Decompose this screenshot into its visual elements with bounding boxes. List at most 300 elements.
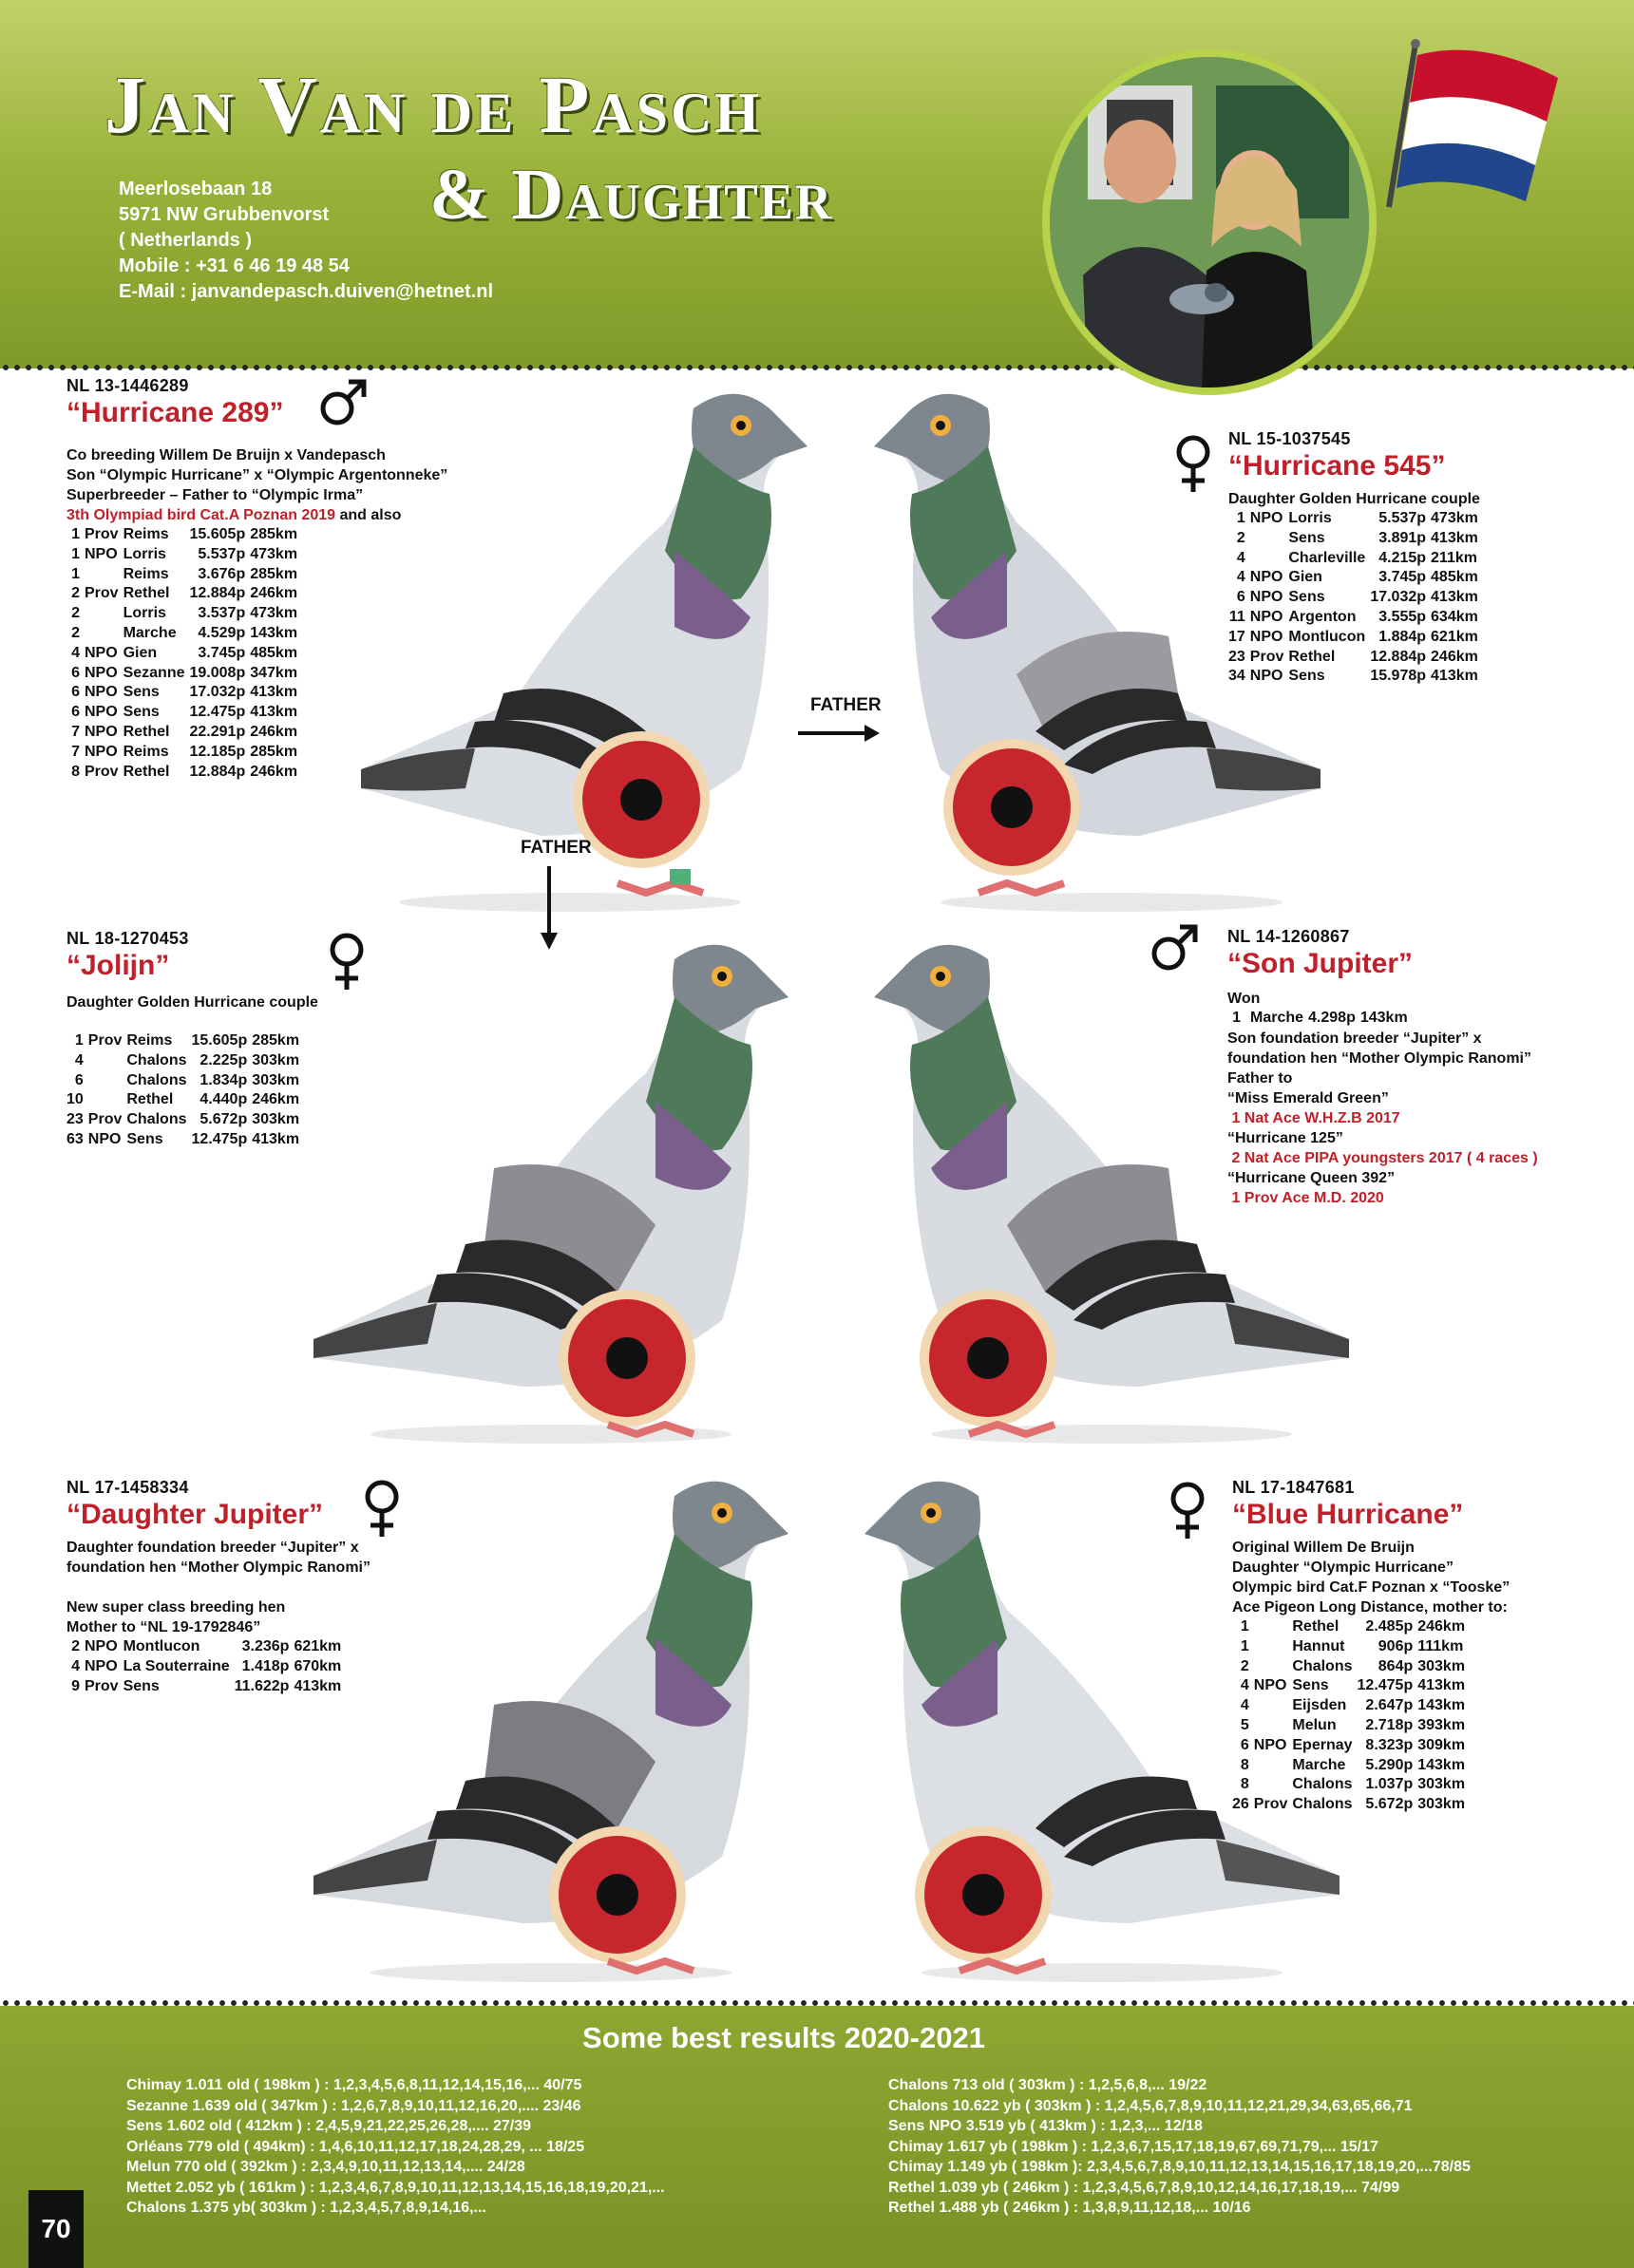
result-distance: 143km bbox=[1417, 1697, 1466, 1714]
result-level bbox=[1250, 549, 1289, 569]
result-row bbox=[66, 1110, 304, 1130]
result-row bbox=[1232, 1716, 1470, 1736]
result-line: Sens NPO 3.519 yb ( 413km ) : 1,2,3,... 12/18 bbox=[888, 2118, 1203, 2134]
bird-name: “Hurricane 289” bbox=[66, 397, 284, 428]
description-line: Daughter foundation breeder “Jupiter” x bbox=[66, 1540, 359, 1556]
bird-block-blue-hurricane bbox=[1232, 1478, 1510, 1815]
result-distance: 347km bbox=[250, 664, 298, 681]
result-line: Rethel 1.488 yb ( 246km ) : 1,3,8,9,11,12,18,... 10/16 bbox=[888, 2200, 1251, 2216]
result-race: Rethel bbox=[126, 1091, 174, 1108]
results-table bbox=[66, 1031, 304, 1150]
result-row bbox=[1232, 1676, 1470, 1696]
bird-description bbox=[1228, 489, 1483, 509]
result-position: 7 bbox=[71, 743, 80, 760]
result-level bbox=[88, 1051, 127, 1071]
result-distance: 413km bbox=[252, 1130, 300, 1147]
result-row bbox=[66, 604, 302, 624]
result-race: Epernay bbox=[1292, 1736, 1353, 1753]
result-birds: 3.745p bbox=[1378, 569, 1427, 586]
result-row bbox=[1232, 1657, 1470, 1677]
bird-name: “Jolijn” bbox=[66, 950, 170, 981]
result-race: Gien bbox=[1288, 569, 1322, 586]
result-position: 8 bbox=[1240, 1776, 1249, 1793]
result-line: Chalons 1.375 yb( 303km ) : 1,2,3,4,5,7,8,9,14,16,... bbox=[126, 2200, 486, 2216]
result-position: 2 bbox=[71, 605, 80, 622]
results-table bbox=[66, 1637, 346, 1696]
result-race: Melun bbox=[1292, 1716, 1337, 1733]
description-line: “Miss Emerald Green” bbox=[1227, 1089, 1389, 1106]
results-table bbox=[1227, 1009, 1413, 1029]
bird-name: “Son Jupiter” bbox=[1227, 948, 1414, 979]
result-race: Marche bbox=[1292, 1756, 1346, 1773]
result-level: NPO bbox=[1253, 1736, 1287, 1753]
father-arrow-label-right: FATHER bbox=[810, 695, 882, 715]
description-line: “Hurricane Queen 392” bbox=[1227, 1169, 1396, 1186]
result-position: 6 bbox=[71, 664, 80, 681]
result-birds: 5.672p bbox=[1365, 1796, 1414, 1813]
bird-description bbox=[1232, 1538, 1510, 1617]
result-level: NPO bbox=[85, 704, 118, 721]
result-birds: 11.622p bbox=[234, 1677, 290, 1694]
result-birds: 3.555p bbox=[1378, 608, 1427, 625]
result-distance: 285km bbox=[250, 565, 298, 582]
result-position: 1 bbox=[1232, 1010, 1241, 1026]
result-level: NPO bbox=[85, 545, 118, 562]
result-distance: 303km bbox=[252, 1071, 300, 1088]
bird-description bbox=[1227, 1029, 1538, 1208]
result-level: Prov bbox=[87, 1111, 123, 1128]
result-row bbox=[66, 763, 302, 783]
result-race: Rethel bbox=[1292, 1618, 1340, 1635]
result-row bbox=[1228, 529, 1483, 549]
result-position: 1 bbox=[71, 565, 80, 582]
result-race: Chalons bbox=[1292, 1657, 1353, 1674]
result-distance: 413km bbox=[1431, 589, 1478, 606]
result-distance: 143km bbox=[1417, 1756, 1466, 1773]
result-race: Sens bbox=[123, 704, 160, 721]
result-distance: 303km bbox=[252, 1051, 300, 1068]
result-race: Eijsden bbox=[1292, 1697, 1347, 1714]
contact-address bbox=[119, 177, 493, 305]
result-position: 2 bbox=[71, 624, 80, 641]
result-distance: 246km bbox=[250, 763, 298, 780]
description-line: “Hurricane 125” bbox=[1227, 1129, 1343, 1146]
bird-description bbox=[66, 445, 447, 525]
result-position: 6 bbox=[1240, 1736, 1249, 1753]
result-line: Chimay 1.149 yb ( 198km ): 2,3,4,5,6,7,8,9,10,11,12,13,14,15,16,17,18,19,20,...78/85 bbox=[888, 2159, 1471, 2175]
result-position: 4 bbox=[1236, 549, 1245, 566]
result-position: 6 bbox=[71, 684, 80, 701]
description-line: Daughter Golden Hurricane couple bbox=[1228, 491, 1480, 507]
result-level bbox=[1254, 1617, 1293, 1637]
result-race: Rethel bbox=[123, 763, 170, 780]
result-row bbox=[66, 1090, 304, 1110]
result-row bbox=[66, 664, 302, 684]
result-line: Mettet 2.052 yb ( 161km ) : 1,2,3,4,6,7,8,9,10,11,12,13,14,15,16,18,19,20,21,... bbox=[126, 2179, 665, 2196]
result-position: 6 bbox=[74, 1071, 84, 1088]
result-birds: 8.323p bbox=[1365, 1736, 1414, 1753]
title-line-2: & Daughter bbox=[429, 155, 834, 235]
result-birds: 17.032p bbox=[1370, 589, 1427, 606]
result-line: Melun 770 old ( 392km ) : 2,3,4,9,10,11,12,13,14,.... 24/28 bbox=[126, 2159, 525, 2175]
result-position: 1 bbox=[1240, 1637, 1249, 1654]
result-birds: 1.884p bbox=[1378, 628, 1427, 645]
result-line: Chalons 10.622 yb ( 303km ) : 1,2,4,5,6,7,8,9,10,11,12,21,29,34,63,65,66,71 bbox=[888, 2097, 1413, 2114]
description-line: Superbreeder – Father to “Olympic Irma” bbox=[66, 487, 364, 503]
result-race: Rethel bbox=[123, 723, 170, 740]
result-distance: 285km bbox=[252, 1032, 300, 1049]
result-birds: 2.485p bbox=[1365, 1618, 1414, 1635]
result-level bbox=[1254, 1775, 1293, 1795]
result-distance: 393km bbox=[1417, 1716, 1466, 1733]
description-line: Father to bbox=[1227, 1069, 1293, 1087]
bird-ring-number: NL 17-1847681 bbox=[1232, 1478, 1355, 1497]
result-line: Orléans 779 old ( 494km) : 1,4,6,10,11,12,17,18,24,28,29, ... 18/25 bbox=[126, 2138, 585, 2155]
result-distance: 143km bbox=[250, 624, 298, 641]
olympiad-note: 3th Olympiad bird Cat.A Poznan 2019 bbox=[66, 507, 336, 523]
result-birds: 12.475p bbox=[191, 1130, 248, 1147]
address-email: E-Mail : janvandepasch.duiven@hetnet.nl bbox=[119, 281, 494, 302]
bird-block-hurricane-545 bbox=[1228, 429, 1483, 687]
result-level: Prov bbox=[85, 1677, 119, 1694]
result-level: NPO bbox=[1249, 589, 1283, 606]
result-distance: 413km bbox=[1431, 668, 1478, 685]
dotted-divider-top bbox=[0, 363, 1634, 372]
page-number: 70 bbox=[28, 2190, 84, 2268]
result-level: NPO bbox=[1249, 628, 1283, 645]
result-birds: 5.537p bbox=[198, 545, 246, 562]
result-distance: 143km bbox=[1359, 1010, 1408, 1026]
result-race: Montlucon bbox=[1288, 628, 1366, 645]
result-level: NPO bbox=[1249, 510, 1283, 526]
result-birds: 3.676p bbox=[198, 565, 246, 582]
result-row bbox=[1228, 588, 1483, 608]
result-birds: 12.884p bbox=[189, 585, 246, 602]
result-position: 26 bbox=[1232, 1796, 1249, 1813]
result-position: 4 bbox=[71, 1657, 80, 1674]
result-position: 17 bbox=[1228, 628, 1245, 645]
description-line: Daughter Golden Hurricane couple bbox=[66, 994, 318, 1011]
result-position: 1 bbox=[1240, 1618, 1249, 1635]
owner-photo-illustration bbox=[1050, 57, 1369, 387]
result-line: Chimay 1.011 old ( 198km ) : 1,2,3,4,5,6,8,11,12,14,15,16,... 40/75 bbox=[126, 2077, 582, 2093]
result-level: Prov bbox=[87, 1032, 123, 1049]
description-line-red: 2 Nat Ace PIPA youngsters 2017 ( 4 races ) bbox=[1227, 1149, 1538, 1166]
dotted-divider-bottom bbox=[0, 1998, 1634, 2008]
result-position: 23 bbox=[1228, 648, 1245, 665]
result-race: Gien bbox=[123, 644, 158, 661]
best-results-left-column bbox=[126, 2075, 665, 2219]
result-distance: 303km bbox=[1417, 1657, 1466, 1674]
result-race: Reims bbox=[123, 526, 169, 542]
result-distance: 111km bbox=[1417, 1637, 1464, 1654]
result-level bbox=[1254, 1756, 1293, 1776]
result-distance: 303km bbox=[252, 1111, 300, 1128]
result-birds: 4.298p bbox=[1308, 1010, 1356, 1026]
result-row bbox=[1227, 1009, 1413, 1029]
result-birds: 5.672p bbox=[200, 1111, 248, 1128]
result-race: Sens bbox=[1288, 589, 1325, 606]
result-line: Sens 1.602 old ( 412km ) : 2,4,5,9,21,22,25,26,28,.... 27/39 bbox=[126, 2118, 532, 2134]
description-line-red: 1 Nat Ace W.H.Z.B 2017 bbox=[1227, 1109, 1400, 1126]
result-birds: 5.537p bbox=[1378, 510, 1427, 526]
female-symbol-icon bbox=[1168, 1480, 1206, 1542]
result-level bbox=[85, 565, 124, 585]
result-row bbox=[66, 743, 302, 763]
result-birds: 4.215p bbox=[1378, 549, 1427, 566]
result-position: 4 bbox=[1240, 1677, 1249, 1694]
result-distance: 246km bbox=[250, 723, 298, 740]
bird-block-jolijn bbox=[66, 929, 318, 1150]
female-symbol-icon bbox=[363, 1478, 401, 1540]
result-race: Sens bbox=[123, 1677, 160, 1694]
won-label: Won bbox=[1227, 991, 1261, 1007]
result-distance: 246km bbox=[1431, 648, 1478, 665]
result-birds: 864p bbox=[1378, 1657, 1414, 1674]
result-race: Sens bbox=[1288, 668, 1325, 685]
result-distance: 303km bbox=[1417, 1796, 1466, 1813]
best-results-right-column bbox=[888, 2075, 1471, 2219]
result-position: 2 bbox=[1236, 529, 1245, 546]
result-row bbox=[66, 1677, 346, 1697]
result-level: NPO bbox=[85, 684, 118, 701]
result-distance: 413km bbox=[1417, 1677, 1466, 1694]
description-line-red: 1 Prov Ace M.D. 2020 bbox=[1227, 1189, 1384, 1206]
father-arrow-label-down: FATHER bbox=[521, 838, 592, 858]
description-line: foundation hen “Mother Olympic Ranomi” bbox=[1227, 1049, 1531, 1067]
address-city: 5971 NW Grubbenvorst bbox=[119, 204, 330, 225]
result-race: Sens bbox=[123, 684, 160, 701]
female-symbol-icon bbox=[1174, 433, 1212, 496]
bird-ring-number: NL 13-1446289 bbox=[66, 376, 189, 395]
result-distance: 473km bbox=[250, 545, 298, 562]
result-line: Chalons 713 old ( 303km ) : 1,2,5,6,8,... 19/22 bbox=[888, 2077, 1207, 2093]
bird-block-daughter-jupiter bbox=[66, 1478, 370, 1696]
result-birds: 2.225p bbox=[200, 1051, 248, 1068]
arrow-right-icon bbox=[796, 722, 882, 745]
result-row bbox=[1228, 667, 1483, 687]
result-distance: 285km bbox=[250, 743, 298, 760]
description-line: Son foundation breeder “Jupiter” x bbox=[1227, 1030, 1482, 1047]
result-race: Marche bbox=[1250, 1010, 1304, 1026]
result-race: Rethel bbox=[1288, 648, 1336, 665]
result-row bbox=[66, 1071, 304, 1091]
result-distance: 285km bbox=[250, 526, 298, 542]
result-position: 23 bbox=[66, 1111, 84, 1128]
bird-name: “Hurricane 545” bbox=[1228, 450, 1446, 482]
result-level: Prov bbox=[1253, 1796, 1288, 1813]
result-race: Argenton bbox=[1288, 608, 1357, 625]
result-birds: 19.008p bbox=[189, 664, 246, 681]
result-birds: 2.718p bbox=[1365, 1716, 1414, 1733]
result-row bbox=[66, 723, 302, 743]
result-row bbox=[1232, 1637, 1470, 1657]
result-position: 4 bbox=[74, 1051, 84, 1068]
description-line: Mother to “NL 19-1792846” bbox=[66, 1619, 261, 1635]
result-level: NPO bbox=[85, 664, 118, 681]
result-birds: 906p bbox=[1378, 1637, 1414, 1654]
result-birds: 12.884p bbox=[1370, 648, 1427, 665]
result-distance: 485km bbox=[1431, 569, 1478, 586]
result-position: 5 bbox=[1240, 1716, 1249, 1733]
result-row bbox=[1228, 608, 1483, 628]
description-line: New super class breeding hen bbox=[66, 1599, 286, 1616]
result-race: Marche bbox=[123, 624, 177, 641]
result-birds: 1.037p bbox=[1365, 1776, 1414, 1793]
result-level: NPO bbox=[85, 1657, 118, 1674]
description-line bbox=[66, 505, 447, 525]
result-level: Prov bbox=[85, 763, 119, 780]
result-row bbox=[66, 1051, 304, 1071]
result-level: Prov bbox=[1249, 648, 1284, 665]
result-birds: 4.529p bbox=[198, 624, 246, 641]
result-birds: 15.605p bbox=[191, 1032, 248, 1049]
result-level: NPO bbox=[85, 723, 118, 740]
result-row bbox=[1232, 1736, 1470, 1756]
result-position: 4 bbox=[1236, 569, 1245, 586]
bird-ring-number: NL 17-1458334 bbox=[66, 1478, 189, 1497]
result-birds: 12.475p bbox=[189, 704, 246, 721]
result-level: NPO bbox=[1249, 569, 1283, 586]
result-distance: 413km bbox=[250, 684, 298, 701]
owner-photo bbox=[1042, 49, 1377, 395]
description-line: foundation hen “Mother Olympic Ranomi” bbox=[66, 1559, 370, 1576]
result-level bbox=[1254, 1696, 1293, 1716]
result-birds: 3.537p bbox=[198, 605, 246, 622]
result-level bbox=[88, 1090, 127, 1110]
result-distance: 485km bbox=[250, 644, 298, 661]
result-level: NPO bbox=[85, 743, 118, 760]
result-level bbox=[85, 624, 124, 644]
result-position: 2 bbox=[71, 585, 80, 602]
result-distance: 621km bbox=[1431, 628, 1478, 645]
bird-ring-number: NL 14-1260867 bbox=[1227, 927, 1350, 946]
result-distance: 211km bbox=[1431, 549, 1477, 566]
result-position: 1 bbox=[1236, 510, 1245, 526]
result-birds: 1.834p bbox=[200, 1071, 248, 1088]
result-level: NPO bbox=[1249, 608, 1283, 625]
result-race: Sens bbox=[1292, 1677, 1329, 1694]
bird-description bbox=[66, 992, 318, 1012]
result-birds: 3.236p bbox=[241, 1638, 290, 1654]
result-race: Chalons bbox=[126, 1071, 187, 1088]
result-race: Chalons bbox=[126, 1051, 187, 1068]
result-level bbox=[1250, 529, 1289, 549]
result-race: Montlucon bbox=[123, 1638, 200, 1654]
result-distance: 670km bbox=[294, 1657, 342, 1674]
result-position: 8 bbox=[1240, 1756, 1249, 1773]
result-race: Sens bbox=[126, 1130, 163, 1147]
netherlands-flag-icon bbox=[1368, 38, 1577, 214]
bird-block-son-jupiter bbox=[1227, 927, 1538, 1208]
result-race: Sezanne bbox=[123, 664, 185, 681]
result-row bbox=[66, 1130, 304, 1150]
result-position: 6 bbox=[71, 704, 80, 721]
result-row bbox=[66, 644, 302, 664]
result-row bbox=[1228, 648, 1483, 668]
result-race: Rethel bbox=[123, 585, 170, 602]
result-row bbox=[66, 584, 302, 604]
result-position: 8 bbox=[71, 763, 80, 780]
result-position: 9 bbox=[71, 1677, 80, 1694]
result-row bbox=[1228, 549, 1483, 569]
result-race: Lorris bbox=[1288, 510, 1332, 526]
result-position: 11 bbox=[1228, 608, 1245, 625]
result-line: Rethel 1.039 yb ( 246km ) : 1,2,3,4,5,6,7,8,9,10,12,14,16,17,18,19,... 74/99 bbox=[888, 2179, 1400, 2196]
result-level: NPO bbox=[85, 644, 118, 661]
result-level: NPO bbox=[1249, 668, 1283, 685]
result-row bbox=[66, 1637, 346, 1657]
result-row bbox=[1232, 1696, 1470, 1716]
result-birds: 12.475p bbox=[1357, 1677, 1414, 1694]
address-street: Meerlosebaan 18 bbox=[119, 179, 273, 199]
result-level bbox=[88, 1071, 127, 1091]
result-distance: 246km bbox=[1417, 1618, 1466, 1635]
result-race: Reims bbox=[123, 565, 169, 582]
bird-block-hurricane-289 bbox=[66, 376, 447, 782]
result-level: NPO bbox=[87, 1130, 122, 1147]
result-position: 2 bbox=[1240, 1657, 1249, 1674]
result-position: 6 bbox=[1236, 589, 1245, 606]
result-race: Lorris bbox=[123, 545, 166, 562]
result-birds: 22.291p bbox=[189, 723, 246, 740]
result-row bbox=[66, 683, 302, 703]
result-race: Sens bbox=[1288, 529, 1325, 546]
result-race: Chalons bbox=[1292, 1796, 1353, 1813]
pigeon-photo-jolijn bbox=[304, 940, 826, 1458]
result-birds: 1.418p bbox=[241, 1657, 290, 1674]
result-position: 2 bbox=[71, 1638, 80, 1654]
result-race: Reims bbox=[123, 743, 169, 760]
result-distance: 246km bbox=[252, 1091, 300, 1108]
bird-ring-number: NL 15-1037545 bbox=[1228, 429, 1351, 448]
results-table bbox=[1228, 509, 1483, 687]
result-distance: 413km bbox=[250, 704, 298, 721]
result-level: Prov bbox=[85, 526, 119, 542]
result-race: Chalons bbox=[1292, 1776, 1353, 1793]
description-line bbox=[66, 1578, 370, 1597]
address-mobile: Mobile : +31 6 46 19 48 54 bbox=[119, 255, 350, 276]
result-row bbox=[1228, 509, 1483, 529]
result-birds: 15.605p bbox=[189, 526, 246, 542]
result-race: Lorris bbox=[123, 605, 166, 622]
result-row bbox=[1228, 628, 1483, 648]
result-level bbox=[1254, 1657, 1293, 1677]
result-race: Chalons bbox=[126, 1111, 187, 1128]
result-distance: 246km bbox=[250, 585, 298, 602]
title-line-1: Jan Van de Pasch bbox=[104, 59, 762, 150]
result-position: 10 bbox=[66, 1091, 84, 1108]
result-row bbox=[66, 1031, 304, 1051]
result-race: Charleville bbox=[1288, 549, 1366, 566]
address-country: ( Netherlands ) bbox=[119, 230, 253, 251]
arrow-down-icon bbox=[538, 864, 560, 952]
result-birds: 15.978p bbox=[1370, 668, 1427, 685]
result-distance: 473km bbox=[1431, 510, 1478, 526]
result-birds: 12.185p bbox=[189, 743, 246, 760]
result-distance: 303km bbox=[1417, 1776, 1466, 1793]
male-symbol-icon bbox=[318, 378, 370, 429]
result-birds: 2.647p bbox=[1365, 1697, 1414, 1714]
result-race: Hannut bbox=[1292, 1637, 1345, 1654]
result-position: 1 bbox=[74, 1032, 84, 1049]
result-level: Prov bbox=[85, 585, 119, 602]
result-birds: 3.745p bbox=[198, 644, 246, 661]
results-table bbox=[1232, 1617, 1470, 1815]
result-row bbox=[66, 703, 302, 723]
result-distance: 309km bbox=[1417, 1736, 1466, 1753]
result-row bbox=[66, 545, 302, 565]
